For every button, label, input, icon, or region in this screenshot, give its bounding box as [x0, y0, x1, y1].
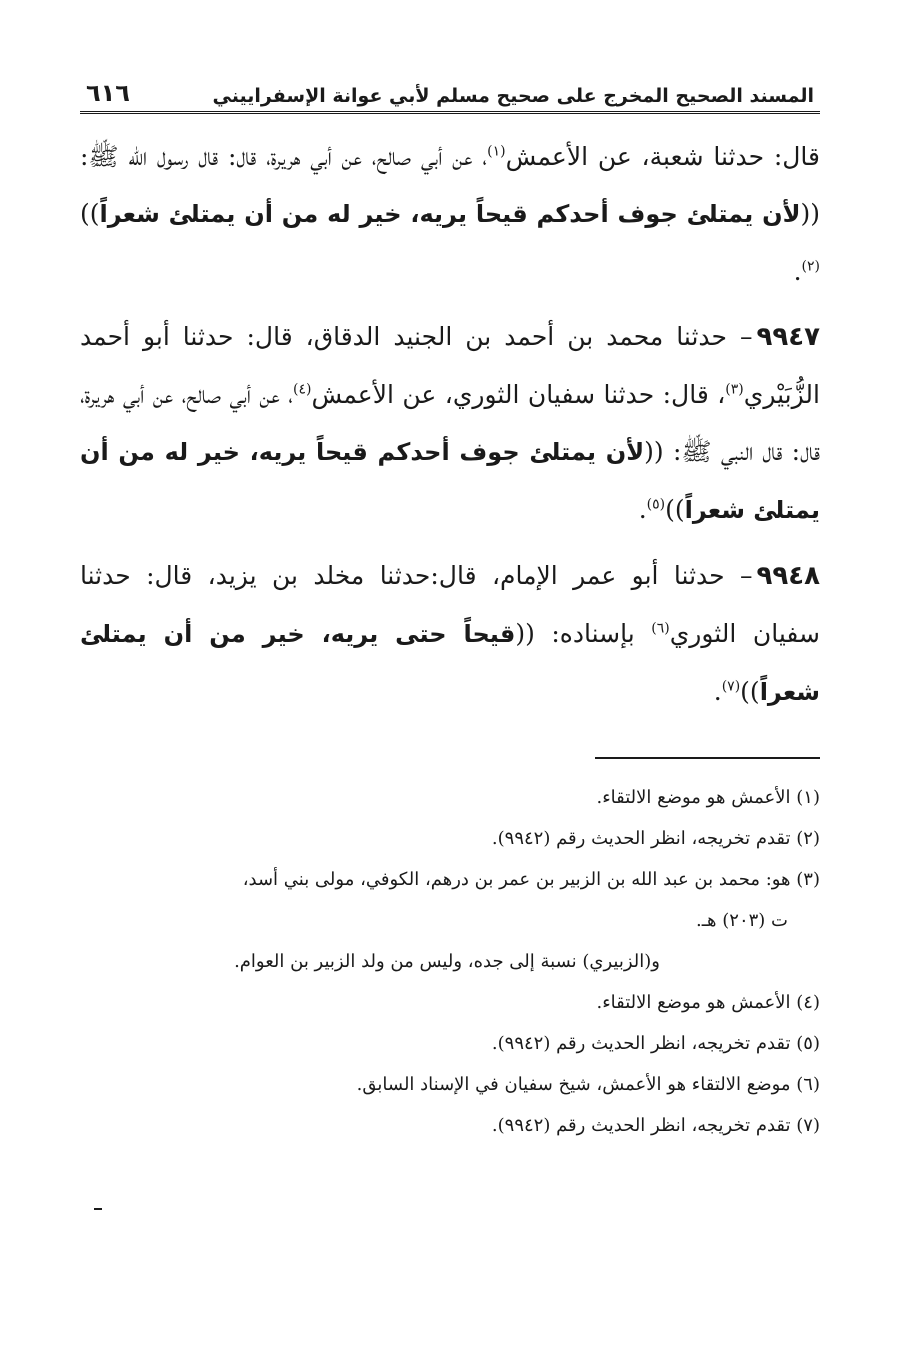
text-run: . [638, 495, 647, 524]
footnote-4: (٤) الأعمش هو موضع الالتقاء. [596, 992, 820, 1013]
footnote-ref-3: (٣) [725, 381, 744, 398]
text-run: )) [80, 199, 100, 228]
text-run: ، عن أبي صالح، عن أبي هريرة، قال: قال رسول الله ﷺ: (( [80, 142, 820, 228]
text-run: )) [740, 677, 760, 706]
print-mark [94, 1208, 102, 1210]
footnote-3: (٣) هو: محمد بن عبد الله بن الزبير بن عمر بن درهم، الكوفي، مولى بني أسد، [242, 869, 820, 890]
text-run: . [713, 677, 722, 706]
text-run: – حدثنا محمد بن أحمد بن الجنيد الدقاق، قال: حدثنا أبو أحمد الزُّبَيْري [80, 322, 820, 409]
text-run: قال: حدثنا شعبة، عن الأعمش [505, 142, 820, 171]
text-run: – حدثنا أبو عمر الإمام، قال:حدثنا مخلد بن يزيد، قال: حدثنا سفيان الثوري [80, 561, 820, 648]
text-run: ، قال: حدثنا سفيان الثوري، عن الأعمش [311, 380, 726, 409]
text-run: . [793, 257, 802, 286]
footnote-5: (٥) تقدم تخريجه، انظر الحديث رقم (٩٩٤٢). [491, 1033, 820, 1054]
footnote-ref-2: (٢) [801, 258, 820, 275]
hadith-9947 [80, 308, 820, 539]
footnote-ref-4: (٤) [293, 381, 312, 398]
hadith-matn: لأن يمتلئ جوف أحدكم قيحاً يريه، خير له من أن يمتلئ شعراً [80, 438, 820, 524]
footnote-ref-6: (٦) [651, 620, 670, 637]
hadith-matn: لأن يمتلئ جوف أحدكم قيحاً يريه، خير له من أن يمتلئ شعراً [99, 200, 801, 228]
footnotes [80, 777, 820, 1146]
paragraph-continuation [80, 128, 820, 300]
footnote-3-continuation: ت (٢٠٣) هـ. [696, 910, 788, 931]
main-text [80, 128, 820, 721]
footnote-1: (١) الأعمش هو موضع الالتقاء. [596, 787, 820, 808]
hadith-number: ٩٩٤٨ [756, 561, 820, 591]
hadith-9948 [80, 547, 820, 721]
book-title: المسند الصحيح المخرج على صحيح مسلم لأبي عوانة الإسفراييني [212, 85, 814, 107]
text-run: ، عن أبي صالح، عن أبي هريرة، قال: قال النبي ﷺ: (( [80, 380, 820, 466]
hadith-matn: قيحاً حتى يريه، خير من أن يمتلئ شعراً [80, 620, 820, 706]
footnote-6: (٦) موضع الالتقاء هو الأعمش، شيخ سفيان في الإسناد السابق. [356, 1074, 820, 1095]
book-page [80, 70, 820, 1146]
hadith-number: ٩٩٤٧ [756, 322, 820, 352]
footnote-separator [595, 757, 820, 759]
page-number: ٦١٦ [86, 79, 130, 107]
footnote-2: (٢) تقدم تخريجه، انظر الحديث رقم (٩٩٤٢). [491, 828, 820, 849]
footnote-ref-5: (٥) [646, 496, 666, 513]
running-header [80, 70, 820, 114]
footnote-7: (٧) تقدم تخريجه، انظر الحديث رقم (٩٩٤٢). [491, 1115, 820, 1136]
footnote-3-note: و(الزبيري) نسبة إلى جده، وليس من ولد الزبير بن العوام. [234, 951, 660, 972]
footnote-ref-1: (١) [487, 143, 506, 160]
footnote-ref-7: (٧) [721, 678, 741, 695]
text-run: بإسناده: (( [515, 619, 652, 648]
text-run: )) [665, 495, 685, 524]
